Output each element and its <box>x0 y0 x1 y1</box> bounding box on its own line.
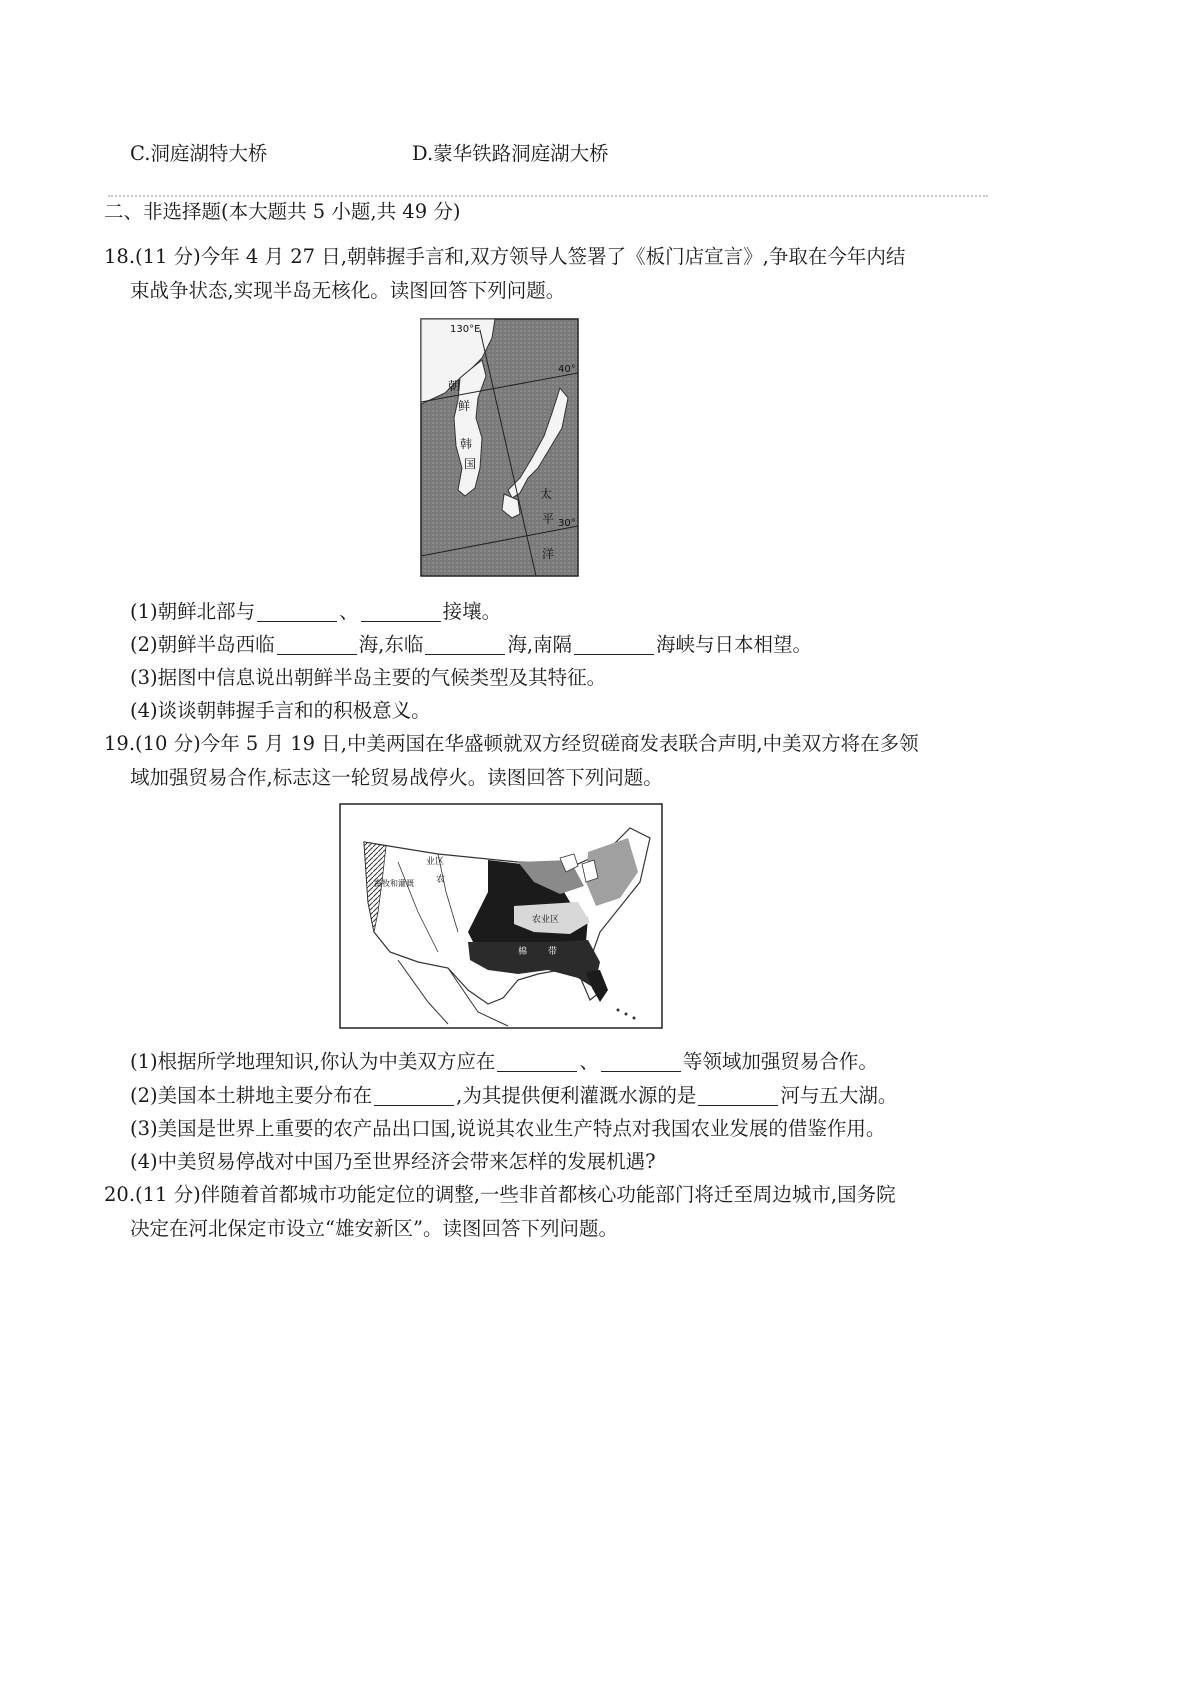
label-l2: 农 <box>436 875 446 885</box>
q20-stem-line1: 20.(11 分)伴随着首都城市功能定位的调整,一些非首都核心功能部门将迁至周边城市,国务院 <box>104 1183 896 1206</box>
q19-stem-line2: 域加强贸易合作,标志这一轮贸易战停火。读图回答下列问题。 <box>130 766 663 789</box>
option-c: C.洞庭湖特大桥 <box>130 142 268 165</box>
lon-label: 130°E <box>450 324 481 335</box>
answer-blank[interactable] <box>425 634 505 655</box>
q19-sub3: (3)美国是世界上重要的农产品出口国,说说其农业生产特点对我国农业发展的借鉴作用。 <box>130 1117 886 1140</box>
answer-blank[interactable] <box>257 601 337 622</box>
answer-blank[interactable] <box>374 1085 454 1106</box>
label-chao: 朝 <box>448 379 461 393</box>
q19-sub1: (1)根据所学地理知识,你认为中美双方应在 、 等领域加强贸易合作。 <box>130 1050 878 1073</box>
lat40-label: 40° <box>558 364 576 375</box>
answer-blank[interactable] <box>698 1085 778 1106</box>
q19-sub4: (4)中美贸易停战对中国乃至世界经济会带来怎样的发展机遇? <box>130 1150 656 1173</box>
answer-blank[interactable] <box>601 1051 681 1072</box>
lat30-label: 30° <box>558 518 576 529</box>
label-l6: 带 <box>548 947 558 957</box>
caribbean-island <box>633 1017 636 1020</box>
q18-sub2: (2)朝鲜半岛西临 海,东临 海,南隔 海峡与日本相望。 <box>130 633 813 656</box>
section-divider <box>108 195 988 197</box>
q18-stem-line1: 18.(11 分)今年 4 月 27 日,朝韩握手言和,双方领导人签署了《板门店宣言》,争取在今年内结 <box>104 245 906 268</box>
q18-sub1: (1)朝鲜北部与 、 接壤。 <box>130 600 502 623</box>
label-l3: 畜牧和灌溉 <box>374 879 414 888</box>
option-d: D.蒙华铁路洞庭湖大桥 <box>412 142 609 165</box>
answer-blank[interactable] <box>361 601 441 622</box>
q19-sub2: (2)美国本土耕地主要分布在 ,为其提供便利灌溉水源的是 河与五大湖。 <box>130 1084 898 1107</box>
q18-sub4: (4)谈谈朝韩握手言和的积极意义。 <box>130 699 431 722</box>
q20-stem-line2: 决定在河北保定市设立“雄安新区”。读图回答下列问题。 <box>130 1217 618 1240</box>
q19-stem-line1: 19.(10 分)今年 5 月 19 日,中美两国在华盛顿就双方经贸磋商发表联合声明,中美双方将在多领 <box>104 732 919 755</box>
caribbean-island <box>617 1009 620 1012</box>
answer-blank[interactable] <box>277 634 357 655</box>
label-l4: 农业区 <box>532 915 560 925</box>
usa-agriculture-map <box>338 802 664 1030</box>
label-guo: 国 <box>464 457 477 471</box>
q18-sub3: (3)据图中信息说出朝鲜半岛主要的气候类型及其特征。 <box>130 666 607 689</box>
korea-peninsula-map <box>420 318 580 578</box>
q18-stem-line2: 束战争状态,实现半岛无核化。读图回答下列问题。 <box>130 279 566 302</box>
answer-blank[interactable] <box>574 634 654 655</box>
answer-blank[interactable] <box>497 1051 577 1072</box>
label-l1: 业区 <box>426 857 445 867</box>
label-ping: 平 <box>542 512 555 526</box>
caribbean-island <box>625 1013 628 1016</box>
label-l5: 棉 <box>518 947 528 957</box>
label-tai: 太 <box>540 487 553 501</box>
label-xian: 鲜 <box>458 399 471 413</box>
label-han: 韩 <box>460 437 473 451</box>
label-yang: 洋 <box>542 547 555 561</box>
section-title: 二、非选择题(本大题共 5 小题,共 49 分) <box>104 200 461 223</box>
